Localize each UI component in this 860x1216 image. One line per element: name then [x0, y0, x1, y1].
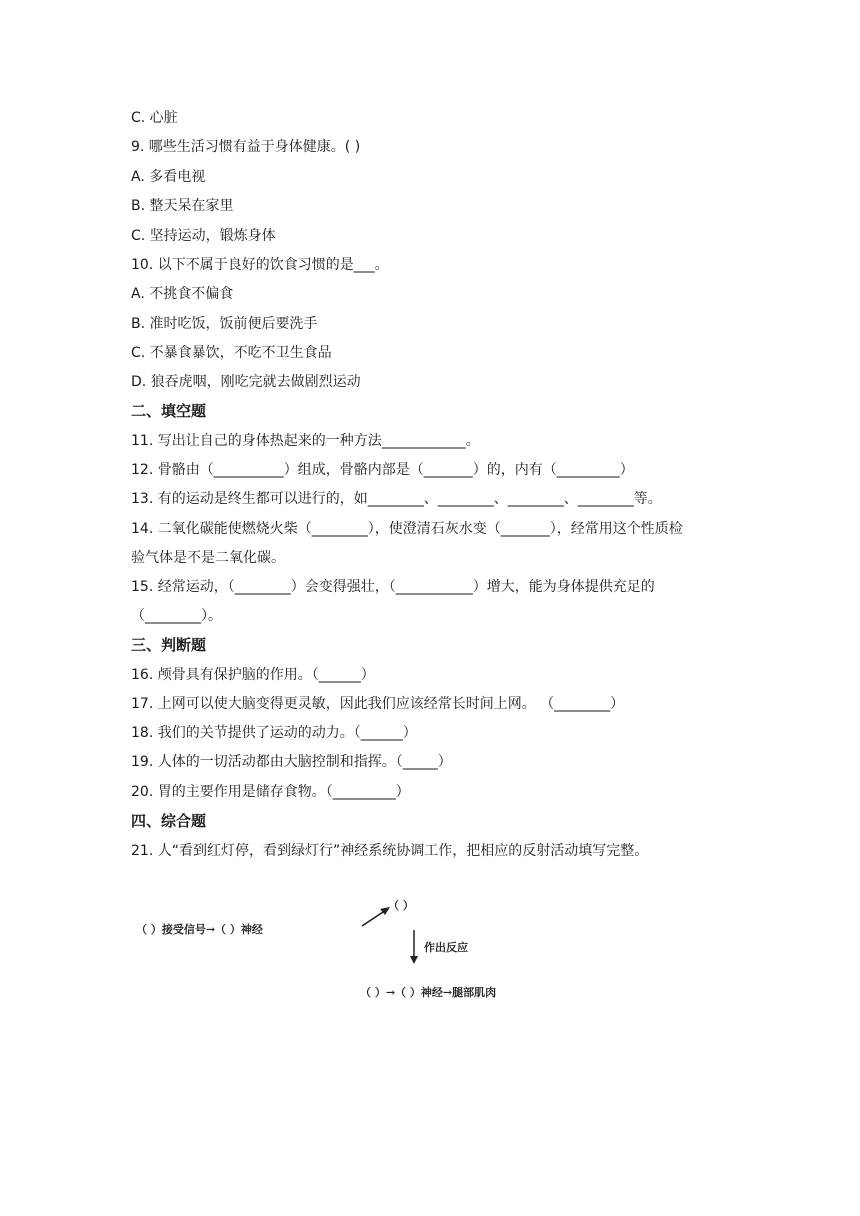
question-17: 17. 上网可以使大脑变得更灵敏，因此我们应该经常长时间上网。 （________） [131, 696, 625, 712]
q10-option-a: A. 不挑食不偏食 [131, 286, 234, 302]
diagram-top-blank: （ ） [388, 899, 414, 912]
question-10: 10. 以下不属于良好的饮食习惯的是___。 [131, 257, 389, 273]
question-19: 19. 人体的一切活动都由大脑控制和指挥。（_____） [131, 754, 452, 770]
diagram-receive-signal: （ ）接受信号→（ ）神经 [136, 923, 263, 936]
question-13: 13. 有的运动是终生都可以进行的，如________、________、________、________等。 [131, 491, 662, 507]
diagonal-arrow [362, 910, 386, 926]
section-heading-fill-in: 二、填空题 [131, 402, 207, 420]
question-11: 11. 写出让自己的身体热起来的一种方法____________。 [131, 433, 480, 449]
question-14: 14. 二氧化碳能使燃烧火柴（________），使澄清石灰水变（_______），经常用这个性质检 [131, 521, 683, 537]
question-15: 15. 经常运动，（________）会变得强壮，（___________）增大，能为身体提供充足的 [131, 579, 655, 595]
reflex-diagram [128, 890, 608, 1010]
question-20: 20. 胃的主要作用是储存食物。（_________） [131, 784, 410, 800]
question-16: 16. 颅骨具有保护脑的作用。（______） [131, 667, 375, 683]
question-12: 12. 骨骼由（__________）组成，骨骼内部是（_______）的，内有（_________） [131, 462, 634, 478]
question-14-cont: 验气体是不是二氧化碳。 [131, 550, 285, 566]
line-q8-option-c: C. 心脏 [131, 110, 178, 126]
section-heading-judgement: 三、判断题 [131, 636, 207, 654]
question-9: 9. 哪些生活习惯有益于身体健康。( ) [131, 139, 361, 155]
question-18: 18. 我们的关节提供了运动的动力。（______） [131, 725, 417, 741]
q10-option-b: B. 准时吃饭，饭前便后要洗手 [131, 316, 318, 332]
question-21: 21. 人“看到红灯停，看到绿灯行”神经系统协调工作，把相应的反射活动填写完整。 [131, 843, 649, 859]
q10-option-c: C. 不暴食暴饮，不吃不卫生食品 [131, 345, 332, 361]
q9-option-b: B. 整天呆在家里 [131, 198, 234, 214]
q10-option-d: D. 狼吞虎咽，刚吃完就去做剧烈运动 [131, 374, 361, 390]
down-arrowhead [410, 956, 418, 964]
diagram-bottom-chain: （ ）→（ ）神经→腿部肌肉 [360, 986, 497, 999]
section-heading-comprehensive: 四、综合题 [131, 812, 207, 830]
q9-option-a: A. 多看电视 [131, 169, 206, 185]
q9-option-c: C. 坚持运动，锻炼身体 [131, 228, 276, 244]
question-15-cont: （________）。 [131, 608, 222, 624]
diagram-respond: 作出反应 [424, 941, 468, 954]
